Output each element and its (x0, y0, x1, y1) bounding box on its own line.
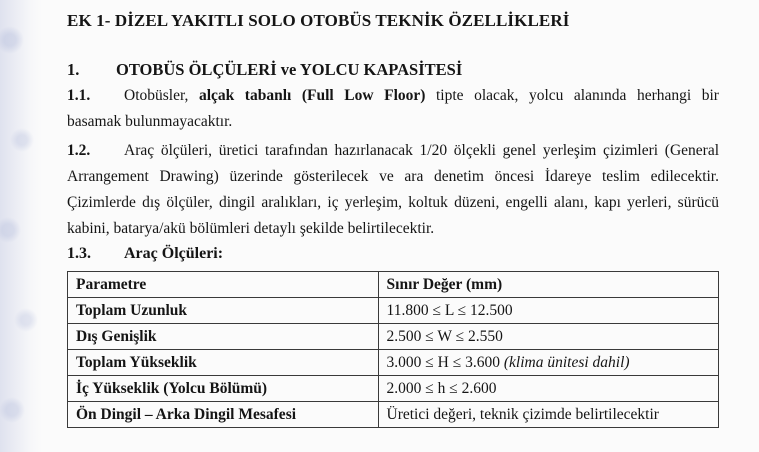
section-title: OTOBÜS ÖLÇÜLERİ ve YOLCU KAPASİTESİ (116, 60, 463, 79)
value-note: (klima ünitesi dahil) (499, 353, 630, 371)
section-number: 1. (67, 60, 80, 79)
table-row (68, 350, 719, 376)
row-value (378, 298, 718, 324)
paragraph-1-2-line-1: Araç ölçüleri, üretici tarafından hazırlanacak 1/20 ölçekli genel yerleşim çizimleri (General (124, 142, 719, 159)
header-limit-value: Sınır Değer (mm) (378, 272, 718, 298)
table-row (68, 402, 719, 428)
paragraph-number-1-1: 1.1. (67, 87, 91, 104)
value-text: Üretici değeri, teknik çizimde belirtilecektir (386, 405, 659, 423)
table-header-row (68, 272, 719, 298)
row-parameter: Dış Genişlik (68, 324, 379, 350)
scan-edge-texture (0, 0, 42, 452)
paragraph-1-1-line-2: basamak bulunmayacaktır. (67, 113, 233, 130)
value-text: 2.000 ≤ h ≤ 2.600 (386, 379, 497, 397)
subsection-number: 1.3. (67, 245, 91, 262)
row-value (378, 324, 718, 350)
paragraph-1-1-text-cont: tipte olacak, yolcu alanında herhangi bir (425, 87, 719, 104)
paragraph-1-1-text: Otobüsler, (124, 87, 199, 104)
dimensions-table (67, 271, 719, 428)
table-row (68, 376, 719, 402)
paragraph-1-2-line-4: kabini, batarya/akü bölümleri detaylı şekilde belirtilecektir. (67, 220, 435, 237)
row-parameter: İç Yükseklik (Yolcu Bölümü) (68, 376, 379, 402)
value-text: 3.000 ≤ H ≤ 3.600 (386, 353, 500, 371)
paragraph-1-1-line-1 (124, 87, 719, 105)
paragraph-1-2-line-3: Çizimlerde dış ölçüler, dingil aralıkları, iç yerleşim, koltuk düzeni, engelli alanı, kapı yerleri, sürücü (67, 194, 719, 211)
value-text: 11.800 ≤ L ≤ 12.500 (386, 301, 513, 319)
row-parameter: Toplam Yükseklik (68, 350, 379, 376)
row-parameter: Toplam Uzunluk (68, 298, 379, 324)
paragraph-1-2-line-2: Arrangement Drawing) üzerinde gösterilecek ve ara denetim öncesi İdareye teslim edilecektir. (67, 168, 719, 185)
value-text: 2.500 ≤ W ≤ 2.550 (386, 327, 503, 345)
document-title: EK 1- DİZEL YAKITLI SOLO OTOBÜS TEKNİK ÖZELLİKLERİ (67, 11, 570, 30)
row-value (378, 402, 718, 428)
subsection-title: Araç Ölçüleri: (124, 245, 224, 262)
paragraph-number-1-2: 1.2. (67, 142, 91, 159)
header-parameter: Parametre (68, 272, 379, 298)
table-row (68, 324, 719, 350)
row-value (378, 376, 718, 402)
paragraph-1-1-emphasis: alçak tabanlı (Full Low Floor) (198, 87, 426, 104)
row-parameter: Ön Dingil – Arka Dingil Mesafesi (68, 402, 379, 428)
row-value (378, 350, 718, 376)
table-row (68, 298, 719, 324)
